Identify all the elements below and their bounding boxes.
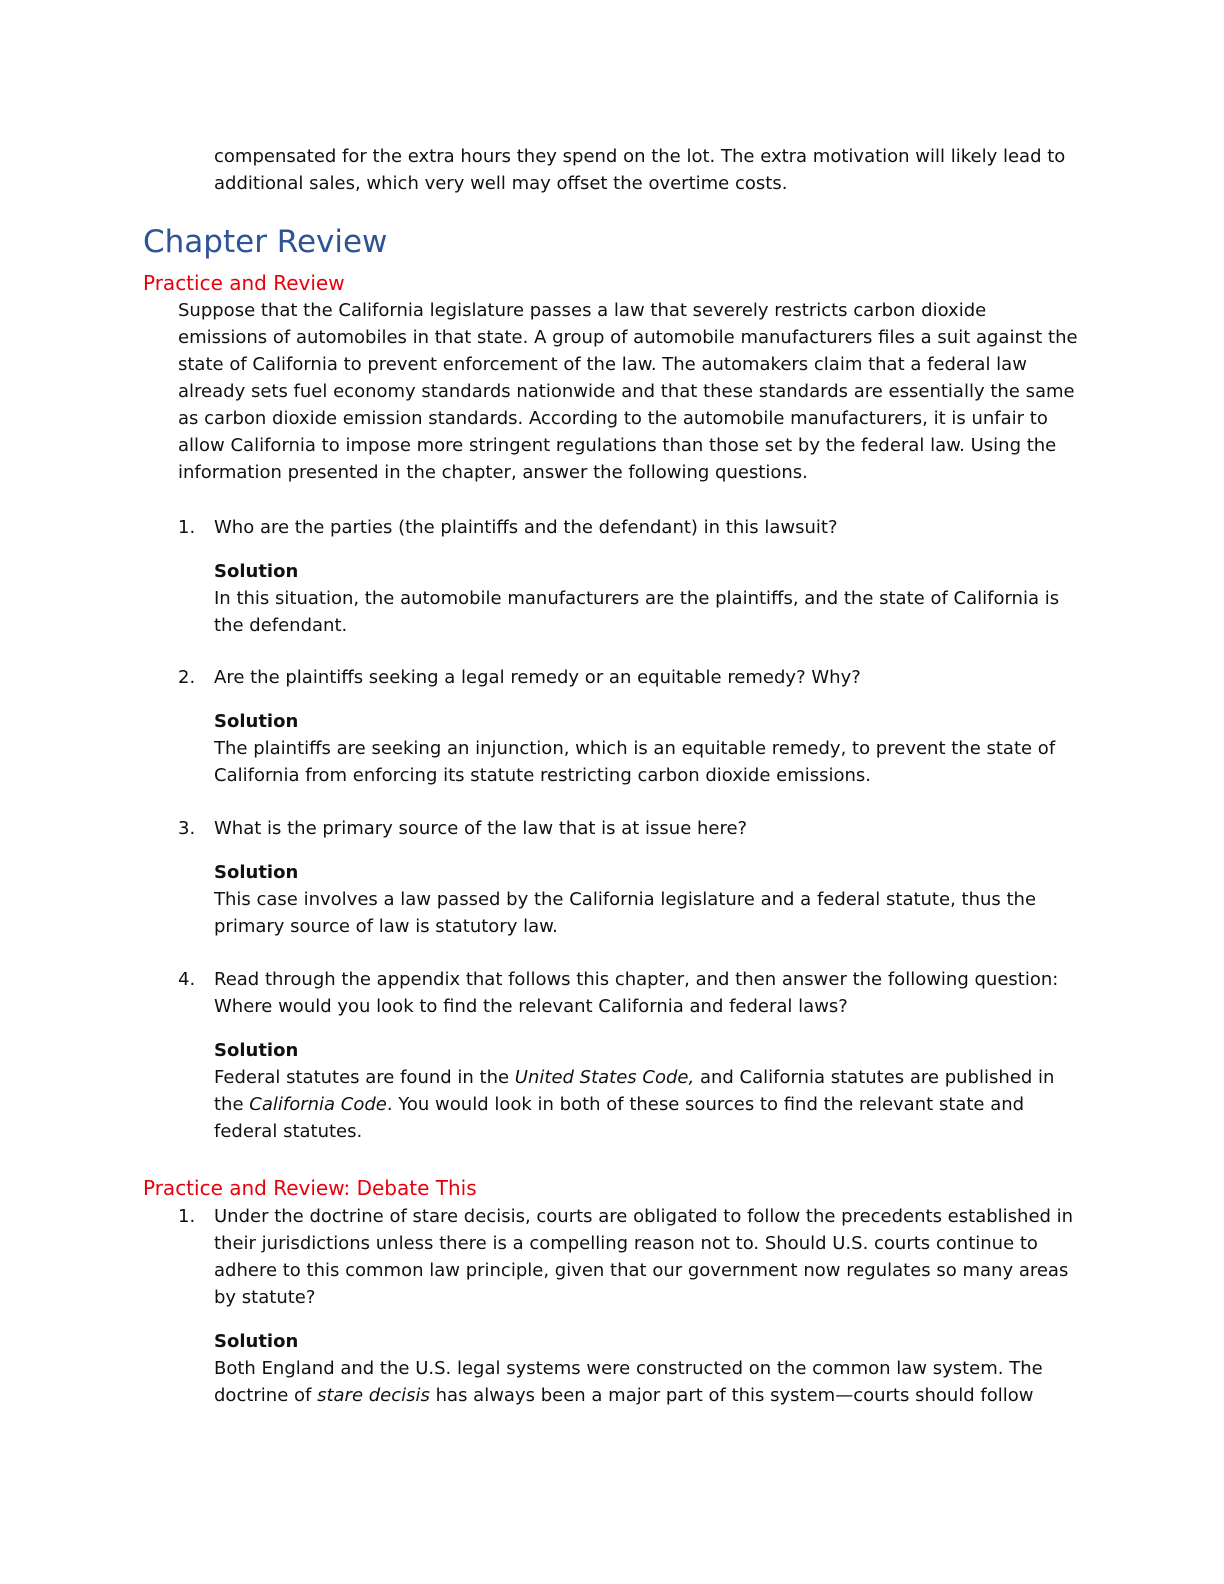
debate-question-item-1 bbox=[178, 1203, 1078, 1409]
solution-text-part: has always been a major part of this system—courts should follow bbox=[429, 1385, 1034, 1406]
solution-text-part: Both England and the U.S. legal systems were constructed on the common law system. The doctrine of bbox=[214, 1358, 1043, 1406]
solution-text-part: . You would look in both of these sources to find the relevant state and federal statutes. bbox=[214, 1094, 1025, 1142]
question-number: 4. bbox=[178, 969, 196, 990]
question-item-4 bbox=[178, 966, 1078, 1145]
citation-united-states-code: United States Code, bbox=[514, 1067, 695, 1088]
question-item-2 bbox=[178, 664, 1078, 789]
question-number: 1. bbox=[178, 517, 196, 538]
solution-label: Solution bbox=[214, 1331, 299, 1352]
section-heading-practice-review: Practice and Review bbox=[143, 271, 345, 295]
solution-label: Solution bbox=[214, 711, 299, 732]
question-text: Are the plaintiffs seeking a legal remedy or an equitable remedy? Why? bbox=[214, 667, 861, 688]
question-text: Who are the parties (the plaintiffs and the defendant) in this lawsuit? bbox=[214, 517, 838, 538]
question-number: 1. bbox=[178, 1206, 196, 1227]
solution-text: This case involves a law passed by the California legislature and a federal statute, thus the primary source of law is statutory law. bbox=[214, 889, 1037, 937]
intro-paragraph: compensated for the extra hours they spend on the lot. The extra motivation will likely lead to additional sales, which very well may offset the overtime costs. bbox=[214, 146, 1066, 194]
solution-label: Solution bbox=[214, 862, 299, 883]
solution-text-part: Federal statutes are found in the bbox=[214, 1067, 515, 1088]
question-text: Read through the appendix that follows this chapter, and then answer the following question: Where would you look to find the relevant California and federal laws? bbox=[214, 969, 1059, 1017]
question-item-1 bbox=[178, 514, 1078, 639]
question-number: 2. bbox=[178, 667, 196, 688]
solution-text bbox=[214, 1064, 1078, 1145]
citation-california-code: California Code bbox=[249, 1094, 387, 1115]
solution-text bbox=[214, 1355, 1078, 1409]
term-stare-decisis: stare decisis bbox=[317, 1385, 430, 1406]
solution-text: The plaintiffs are seeking an injunction, which is an equitable remedy, to prevent the state of California from enforcing its statute restricting carbon dioxide emissions. bbox=[214, 738, 1056, 786]
solution-text-part: and California statutes are published in the bbox=[214, 1067, 1055, 1115]
solution-text: In this situation, the automobile manufacturers are the plaintiffs, and the state of California is the defendant. bbox=[214, 588, 1060, 636]
section-heading-debate-this: Practice and Review: Debate This bbox=[143, 1176, 477, 1200]
question-text: Under the doctrine of stare decisis, courts are obligated to follow the precedents established in their jurisdictions unless there is a compelling reason not to. Should U.S. courts continue to adhere to this common law principle, given that our government now regulates so many areas by statute? bbox=[214, 1206, 1074, 1308]
scenario-paragraph: Suppose that the California legislature passes a law that severely restricts carbon dioxide emissions of automobiles in that state. A group of automobile manufacturers files a suit against the state of California to prevent enforcement of the law. The automakers claim that a federal law already sets fuel economy standards nationwide and that these standards are essentially the same as carbon dioxide emission standards. According to the automobile manufacturers, it is unfair to allow California to impose more stringent regulations than those set by the federal law. Using the information presented in the chapter, answer the following questions. bbox=[178, 300, 1078, 483]
chapter-title: Chapter Review bbox=[143, 224, 388, 260]
question-item-3 bbox=[178, 815, 1078, 940]
question-text: What is the primary source of the law that is at issue here? bbox=[214, 818, 748, 839]
solution-label: Solution bbox=[214, 561, 299, 582]
solution-label: Solution bbox=[214, 1040, 299, 1061]
question-number: 3. bbox=[178, 818, 196, 839]
